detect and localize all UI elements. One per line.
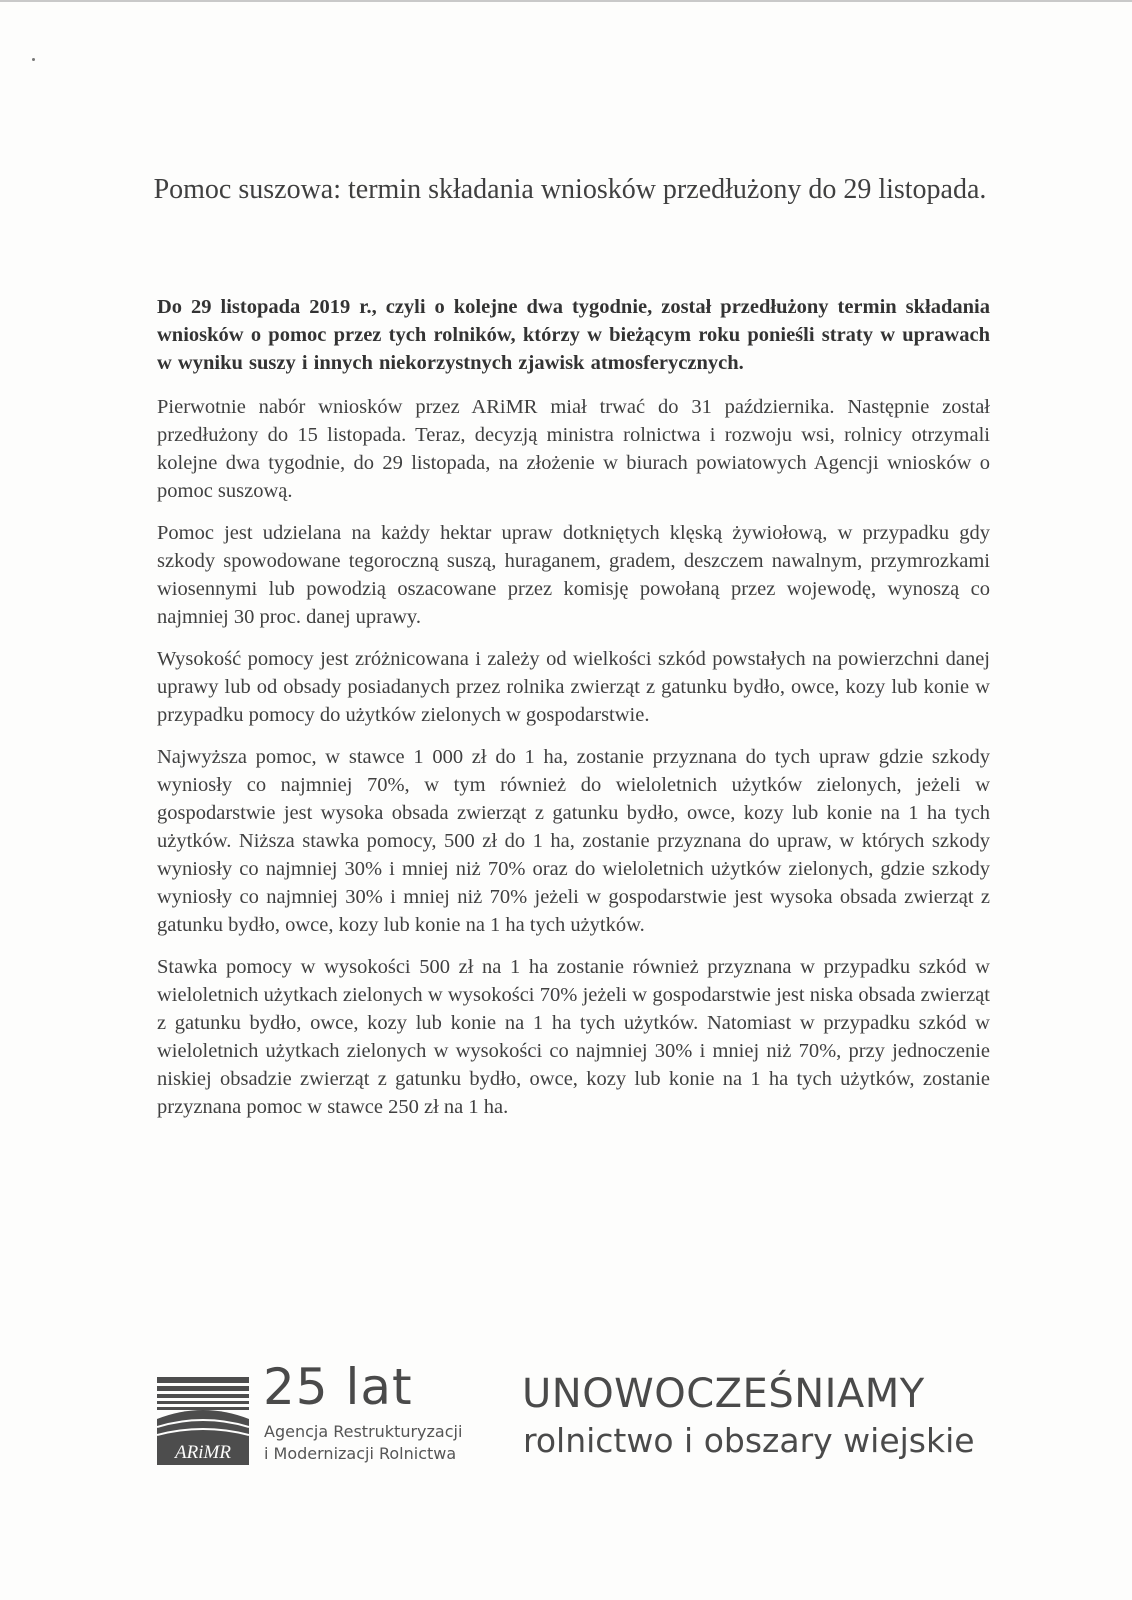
document-body: [157, 293, 990, 1135]
body-paragraph-4: Najwyższa pomoc, w stawce 1 000 zł do 1 ha, zostanie przyznana do tych upraw gdzie szkody wyniosły co najmniej 70%, w tym również do wieloletnich użytków zielonych, jeżeli w gospodarstwie jest wysoka obsada zwierząt z gatunku bydło, owce, kozy lub konie na 1 ha tych użytków. Niższa stawka pomocy, 500 zł do 1 ha, zostanie przyznana do upraw, w których szkody wyniosły co najmniej 30% i mniej niż 70% oraz do wieloletnich użytków zielonych, gdzie szkody wyniosły co najmniej 30% i mniej niż 70% jeżeli w gospodarstwie jest wysoka obsada zwierząt z gatunku bydło, owce, kozy lub konie na 1 ha tych użytków.: [157, 746, 990, 936]
body-paragraph-2: Pomoc jest udzielana na każdy hektar upraw dotkniętych klęską żywiołową, w przypadku gdy szkody spowodowane tegoroczną suszą, huraganem, gradem, deszczem nawalnym, przymrozkami wiosennymi lub powodzią oszacowane przez komisję powołaną przez wojewodę, wynoszą co najmniej 30 proc. danej uprawy.: [157, 522, 990, 628]
agency-line-2: i Modernizacji Rolnictwa: [264, 1444, 457, 1463]
agency-name: [264, 1421, 504, 1465]
scan-top-edge: [0, 0, 1132, 2]
arimr-logo-icon: [157, 1377, 249, 1465]
document-title: Pomoc suszowa: termin składania wniosków przedłużony do 29 listopada.: [153, 174, 987, 205]
anniversary-text: 25 lat: [263, 1358, 413, 1416]
slogan-line-1: UNOWOCZEŚNIAMY: [522, 1371, 925, 1417]
lead-paragraph: Do 29 listopada 2019 r., czyli o kolejne dwa tygodnie, został przedłużony termin składania wniosków o pomoc przez tych rolników, którzy w bieżącym roku ponieśli straty w uprawach w wyniku suszy i innych niekorzystnych zjawisk atmosferycznych.: [157, 296, 990, 374]
logo-text: ARiMR: [175, 1442, 231, 1463]
body-paragraph-3: Wysokość pomocy jest zróżnicowana i zależy od wielkości szkód powstałych na powierzchni danej uprawy lub od obsady posiadanych przez rolnika zwierząt z gatunku bydło, owce, kozy lub konie w przypadku pomocy do użytków zielonych w gospodarstwie.: [157, 648, 990, 726]
body-paragraph-1: Pierwotnie nabór wniosków przez ARiMR miał trwać do 31 października. Następnie został przedłużony do 15 listopada. Teraz, decyzją ministra rolnictwa i rozwoju wsi, rolnicy otrzymali kolejne dwa tygodnie, do 29 listopada, na złożenie w biurach powiatowych Agencji wniosków o pomoc suszową.: [157, 396, 990, 502]
slogan-line-2: rolnictwo i obszary wiejskie: [523, 1421, 975, 1460]
scan-speck: [32, 58, 35, 61]
body-paragraph-5: Stawka pomocy w wysokości 500 zł na 1 ha zostanie również przyznana w przypadku szkód w wieloletnich użytkach zielonych w wysokości 70% jeżeli w gospodarstwie jest niska obsada zwierząt z gatunku bydło, owce, kozy lub konie na 1 ha tych użytków. Natomiast w przypadku szkód w wieloletnich użytkach zielonych w wysokości co najmniej 30% i mniej niż 70%, przy jednoczenie niskiej obsadzie zwierząt z gatunku bydło, owce, kozy lub konie na 1 ha tych użytków, zostanie przyznana pomoc w stawce 250 zł na 1 ha.: [157, 956, 990, 1118]
footer-branding: [157, 1358, 997, 1465]
agency-line-1: Agencja Restrukturyzacji: [264, 1422, 463, 1441]
